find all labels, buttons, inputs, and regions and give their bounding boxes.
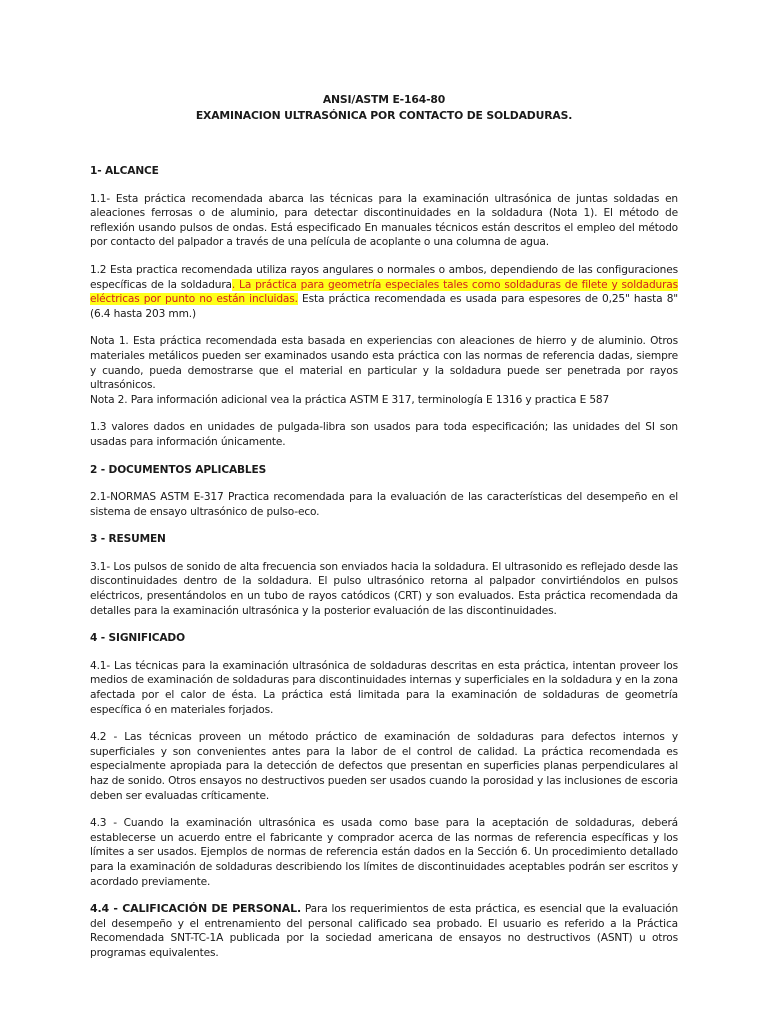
paragraph-1-2-start: 1.2 Esta practica recomendada utiliza rayos angulares o normales o ambos, dependiendo de las configuraciones específicas de la soldadura xyxy=(90,263,678,291)
heading-alcance: 1- ALCANCE xyxy=(90,165,159,177)
highlighted-text: . La práctica para geometría especiales tales como soldaduras de filete y soldaduras eléctricas por punto no están incluidas. xyxy=(90,278,679,306)
paragraph-1-3: 1.3 valores dados en unidades de pulgada-libra son usados para toda especificación; las unidades del SI son usadas para información únicamente. xyxy=(90,421,678,448)
paragraph-4-3: 4.3 - Cuando la examinación ultrasónica es usada como base para la aceptación de soldaduras, deberá establecerse un acuerdo entre el fabricante y comprador acerca de las normas de referencia específicas y los límites a ser usados. Ejemplos de normas de referencia están dados en la Sección 6. Un procedimiento detallado para la examinación de soldaduras describiendo los límites de discontinuidades aceptables podrán ser escritos y acordado previamente. xyxy=(90,817,678,888)
title-subject: EXAMINACION ULTRASÓNICA POR CONTACTO DE SOLDADURAS. xyxy=(195,109,573,122)
paragraph-1-1: 1.1- Esta práctica recomendada abarca las técnicas para la examinación ultrasónica de juntas soldadas en aleaciones ferrosas o de aluminio, para detectar discontinuidades en la soldadura (Nota 1). El método de reflexión usando pulsos de ondas. Está especificado En manuales técnicos están descritos el empleo del método por contacto del palpador a través de una película de acoplante o una columna de agua. xyxy=(90,192,678,249)
paragraph-3-1: 3.1- Los pulsos de sonido de alta frecuencia son enviados hacia la soldadura. El ultrasonido es reflejado desde las discontinuidades dentro de la soldadura. El pulso ultrasónico retorna al palpador convirtiéndolos en pulsos eléctricos, presentándolos en un tubo de rayos catódicos (CRT) y son evaluados. Esta práctica recomendada da detalles para la examinación ultrasónica y la posterior evaluación de las discontinuidades. xyxy=(90,560,678,617)
paragraph-1-2 xyxy=(90,263,678,321)
paragraph-4-2: 4.2 - Las técnicas proveen un método práctico de examinación de soldaduras para defectos internos y superficiales y son convenientes antes para la labor de el control de calidad. La práctica recomendada es especialmente apropiada para la detección de defectos que presentan en superficies planas perpendiculares al haz de sonido. Otros ensayos no destructivos pueden ser usados cuando la porosidad y las inclusiones de escoria deben ser evaluadas críticamente. xyxy=(90,731,678,802)
heading-documentos: 2 - DOCUMENTOS APLICABLES xyxy=(90,463,267,476)
paragraph-4-4-lead: 4.4 - CALIFICACIÓN DE PERSONAL. xyxy=(90,902,301,916)
paragraph-4-1: 4.1- Las técnicas para la examinación ultrasónica de soldaduras descritas en esta práctica, intentan proveer los medios de examinación de soldaduras para discontinuidades internas y superficiales en la soldadura y en la zona afectada por el calor de ésta. La práctica está limitada para la examinación de soldaduras de geometría específica ó en materiales forjados. xyxy=(90,659,678,716)
title-standard: ANSI/ASTM E-164-80 xyxy=(322,93,446,106)
paragraph-1-2-end: Esta práctica recomendada es usada para espesores de 0,25" hasta 8"(6.4 hasta 203 mm.) xyxy=(90,293,679,320)
heading-resumen: 3 - RESUMEN xyxy=(90,533,166,546)
note-1: Nota 1. Esta práctica recomendada esta basada en experiencias con aleaciones de hierro y de aluminio. Otros materiales metálicos pueden ser examinados usando esta práctica con las normas de referencia dadas, siempre y cuando, pueda demostrarse que el material en particular y la soldadura puede ser penetrada por rayos ultrasónicos. xyxy=(90,335,678,392)
paragraph-2-1: 2.1-NORMAS ASTM E-317 Practica recomendada para la evaluación de las características del desempeño en el sistema de ensayo ultrasónico de pulso-eco. xyxy=(90,491,678,518)
paragraph-4-4 xyxy=(90,902,678,960)
document-title xyxy=(90,92,678,124)
note-2: Nota 2. Para información adicional vea la práctica ASTM E 317, terminología E 1316 y practica E 587 xyxy=(90,393,610,406)
paragraph-4-4-body: Para los requerimientos de esta práctica, es esencial que la evaluación del desempeño y el entrenamiento del personal calificado sea probado. El usuario es referido a la Práctica Recomendada SNT-TC-1A publicada por la sociedad americana de ensayos no destructivos (ASNT) u otros programas equivalentes. xyxy=(90,903,679,959)
heading-significado: 4 - SIGNIFICADO xyxy=(90,632,185,645)
